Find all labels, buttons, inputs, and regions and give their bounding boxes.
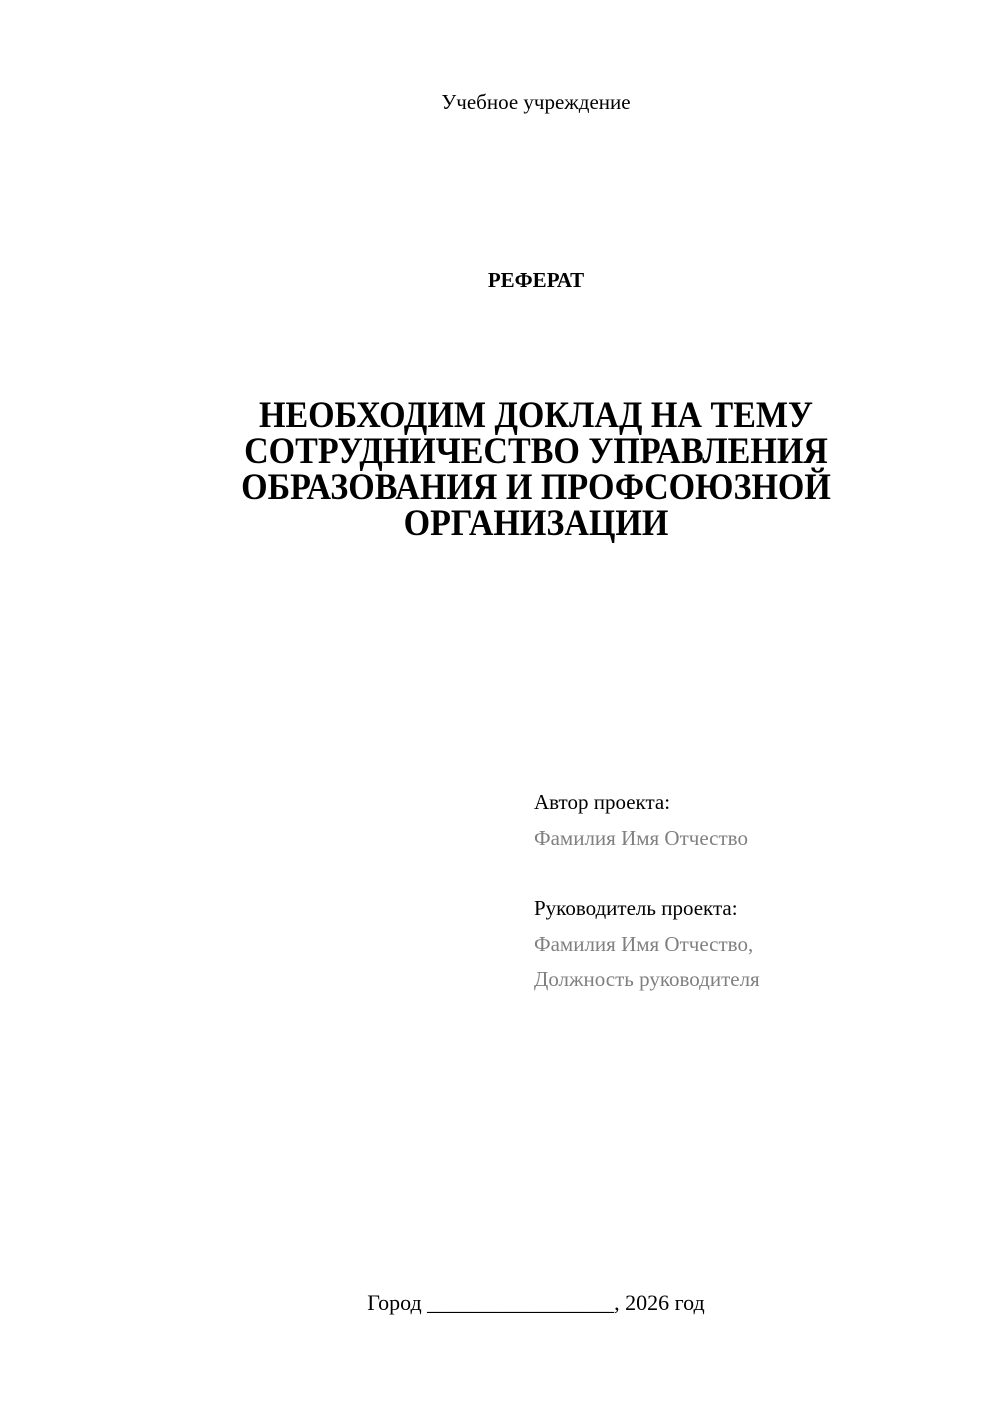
document-type: РЕФЕРАТ (487, 268, 585, 292)
title-line: ОРГАНИЗАЦИИ (403, 503, 669, 544)
city-year-line: Город _________________, 2026 год (367, 1290, 705, 1315)
title-line: ОБРАЗОВАНИЯ И ПРОФСОЮЗНОЙ (241, 467, 831, 508)
supervisor-name: Фамилия Имя Отчество, (534, 932, 754, 956)
supervisor-label: Руководитель проекта: (534, 896, 738, 920)
author-name: Фамилия Имя Отчество (534, 826, 748, 850)
title-line: НЕОБХОДИМ ДОКЛАД НА ТЕМУ (258, 395, 814, 436)
title-line: СОТРУДНИЧЕСТВО УПРАВЛЕНИЯ (244, 431, 828, 472)
institution-name: Учебное учреждение (441, 90, 631, 114)
author-label: Автор проекта: (534, 790, 671, 814)
document-title (218, 395, 855, 544)
supervisor-position: Должность руководителя (534, 967, 760, 991)
